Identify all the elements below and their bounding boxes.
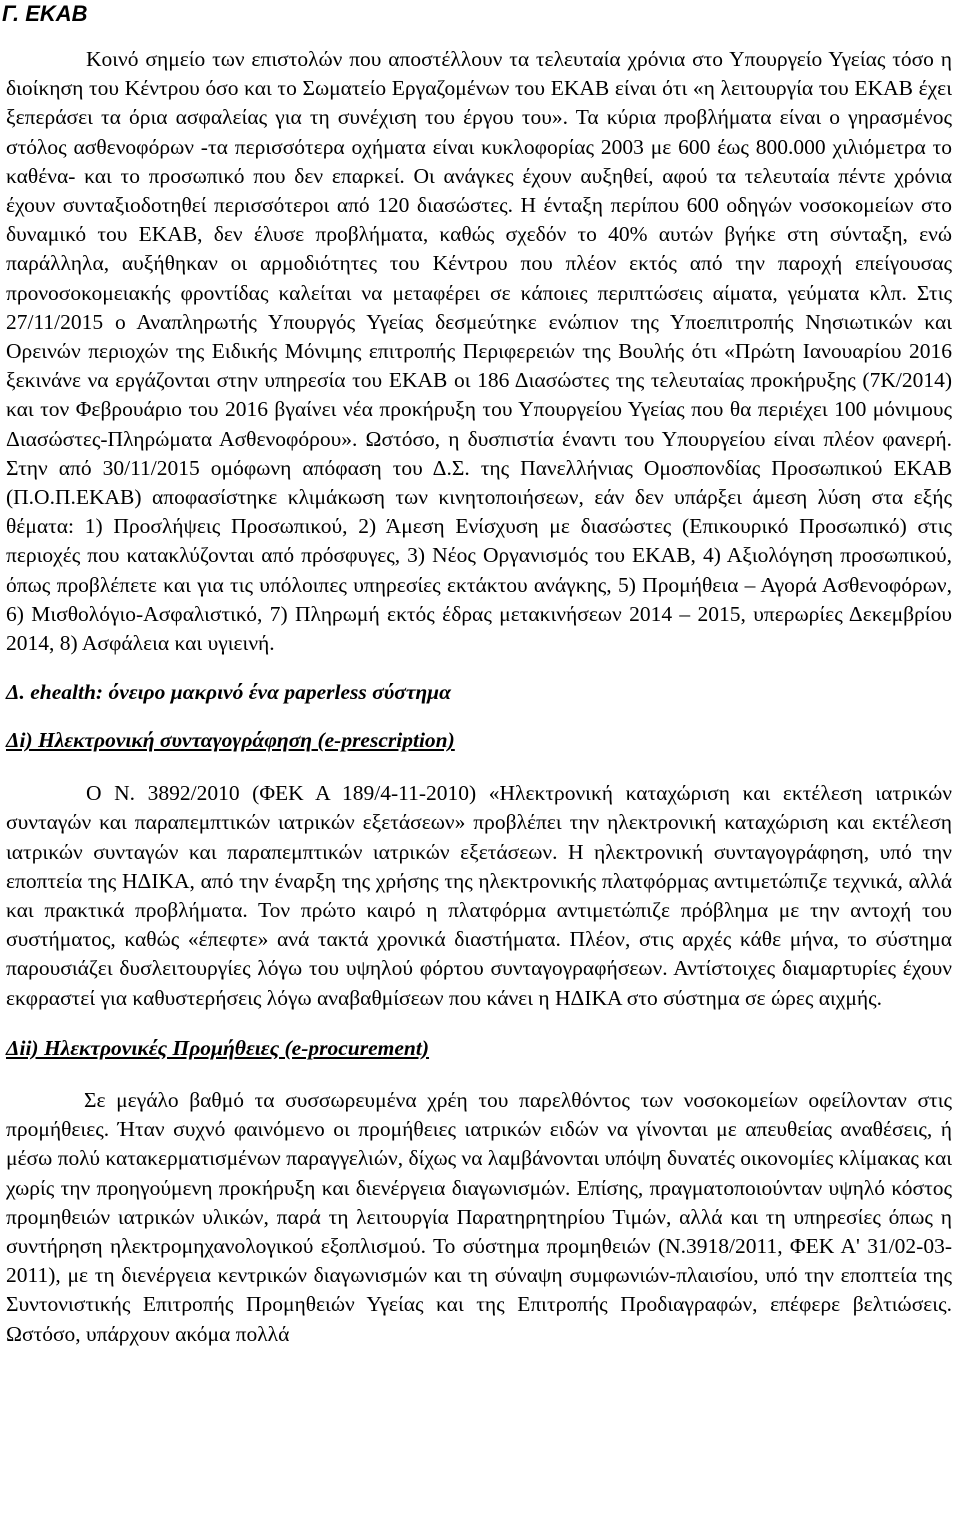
section-heading-ekav: Γ. ΕΚΑΒ: [2, 1, 88, 26]
spacer: [6, 1013, 952, 1034]
paragraph-eprocurement: Σε μεγάλο βαθμό τα συσσωρευμένα χρέη του παρελθόντος των νοσοκομείων οφείλονταν στις προμήθειες. Ήταν συχνό φαινόμενο οι προμήθειες ιατρικών ειδών να γίνονται με απευθείας αναθέσεις, ή μέσω πολύ κατακερματισμένων παραγγελιών, δίχως να λαμβάνονται υπόψη δυνατές οικονομίες κλίμακας και χωρίς την προηγούμενη προκήρυξη και διενέργεια διαγωνισμών. Επίσης, πραγματοποιούνταν υψηλό κόστος προμηθειών ιατρικών υλικών, παρά τη λειτουργία Παρατηρητηρίου Τιμών, αλλά και τη υπηρεσίες όπως η συντήρηση ηλεκτρομηχανολογικού εξοπλισμού. Το σύστημα προμηθειών (Ν.3918/2011, ΦΕΚ Α' 31/02-03-2011), με τη διενέργεια κεντρικών διαγωνισμών και τη σύναψη συμφωνιών-πλαισίου, υπό την εποπτεία της Συντονιστικής Επιτροπής Προμηθειών Υγείας και της Επιτροπής Προδιαγραφών, επέφερε βελτιώσεις. Ωστόσο, υπάρχουν ακόμα πολλά: [6, 1087, 952, 1346]
subsection-heading-eprocurement-text: Δii) Ηλεκτρονικές Προμήθειες (e-procurement): [6, 1035, 430, 1060]
paragraph-ekav: Κοινό σημείο των επιστολών που αποστέλλουν τα τελευταία χρόνια στο Υπουργείο Υγείας τόσο η διοίκηση του Κέντρου όσο και το Σωματείο Εργαζομένων του ΕΚΑΒ είναι ότι «η λειτουργία του ΕΚΑΒ έχει ξεπεράσει τα όρια ασφαλείας για τη συνέχιση του έργου του». Τα κύρια προβλήματα είναι ο γηρασμένος στόλος ασθενοφόρων -τα περισσότερα οχήματα είναι κυκλοφορίας 2003 με 600 έως 800.000 χιλιόμετρα το καθένα- και το προσωπικό που δεν επαρκεί. Οι ανάγκες έχουν αυξηθεί, αφού τα τελευταία πέντε χρόνια έχουν συνταξιοδοτηθεί περισσότεροι από 120 διασώστες. Η ένταξη περίπου 600 οδηγών νοσοκομείων στο δυναμικό του ΕΚΑΒ, δεν έλυσε προβλήματα, καθώς σχεδόν το 40% αυτών βγήκε στη σύνταξη, ενώ παράλληλα, αυξήθηκαν οι αρμοδιότητες του Κέντρου που πλέον εκτός από την παροχή επείγουσας προνοσοκομειακής φροντίδας καλείται να μεταφέρει σε κάποιες περιπτώσεις αίματα, γεύματα κλπ. Στις 27/11/2015 ο Αναπληρωτής Υπουργός Υγείας δεσμεύτηκε ενώπιον της Υποεπιτροπής Νησιωτικών και Ορεινών περιοχών της Ειδικής Μόνιμης επιτροπής Περιφερειών της Βουλής ότι «Πρώτη Ιανουαρίου 2016 ξεκινάνε να εργάζονται στην υπηρεσία του ΕΚΑΒ οι 186 Διασώστες της τελευταίας προκήρυξης (7Κ/2014) και τον Φεβρουάριο του 2016 βγαίνει νέα προκήρυξη του Υπουργείου Υγείας που θα περιέχει 100 μόνιμους Διασώστες-Πληρώματα Ασθενοφόρου». Ωστόσο, η δυσπιστία έναντι του Υπουργείου είναι πλέον φανερή. Στην από 30/11/2015 ομόφωνη απόφαση του Δ.Σ. της Πανελλήνιας Ομοσπονδίας Προσωπικού ΕΚΑΒ (Π.Ο.Π.ΕΚΑΒ) αποφασίστηκε κλιμάκωση των κινητοποιήσεων, εάν δεν υπάρξει άμεση λύση στα εξής θέματα: 1) Προσλήψεις Προσωπικού, 2) Άμεση Ενίσχυση με διασώστες (Επικουρικό Προσωπικό) στις περιοχές που κατακλύζονται από πρόσφυγες, 3) Νέος Οργανισμός του ΕΚΑΒ, 4) Αξιολόγηση προσωπικού, όπως προβλέπετε και για τις υπόλοιπες υπηρεσίες εκτάκτου ανάγκης, 5) Προμήθεια – Αγορά Ασθενοφόρων, 6) Μισθολόγιο-Ασφαλιστικό, 7) Πληρωμή εκτός έδρας μετακινήσεων 2014 – 2015, υπερωρίες Δεκεμβρίου 2014, 8) Ασφάλεια και υγιεινή.: [6, 47, 952, 656]
section-heading-ehealth: Δ. ehealth: όνειρο μακρινό ένα paperless σύστημα: [6, 680, 452, 705]
subsection-heading-eprocurement: [6, 1034, 952, 1063]
spacer: [6, 707, 952, 726]
spacer: [6, 1063, 952, 1086]
document-page: [2, 0, 952, 1349]
paragraph-eprescription: Ο Ν. 3892/2010 (ΦΕΚ Α 189/4-11-2010) «Ηλεκτρονική καταχώριση και εκτέλεση ιατρικών συνταγών και παραπεμπτικών ιατρικών εξετάσεων» προβλέπει την ηλεκτρονική καταχώριση και εκτέλεση ιατρικών συνταγών και παραπεμπτικών ιατρικών εξετάσεων. Η ηλεκτρονική συνταγογράφηση, υπό την εποπτεία της ΗΔΙΚΑ, από την έναρξη της χρήσης της ηλεκτρονικής πλατφόρμας αντιμετώπιζε τεχνικά, αλλά και πρακτικά προβλήματα. Τον πρώτο καιρό η πλατφόρμα αντιμετώπιζε πρόβλημα με την αντοχή του συστήματος, καθώς «έπεφτε» ανά τακτά χρονικά διαστήματα. Πλέον, στις αρχές κάθε μήνα, το σύστημα παρουσιάζει δυσλειτουργίες λόγω του υψηλού φόρτου συνταγογραφήσεων. Αντίστοιχες διαμαρτυρίες έχουν εκφραστεί για καθυστερήσεις λόγω αναβαθμίσεων που κάνει η ΗΔΙΚΑ στο σύστημα σε ώρες αιχμής.: [6, 781, 952, 1010]
spacer: [6, 755, 952, 779]
subsection-heading-eprescription-text: Δi) Ηλεκτρονική συνταγογράφηση (e-prescription): [6, 728, 455, 753]
subsection-heading-eprescription: [6, 726, 952, 755]
